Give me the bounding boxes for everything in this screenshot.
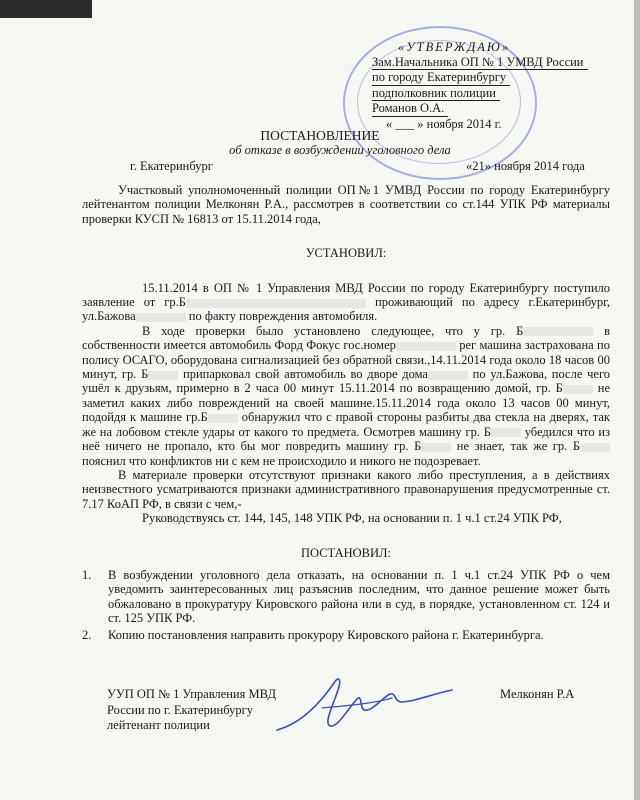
scan-edge (634, 0, 640, 800)
finding-2c: рег машина застрахована по полису ОСАГО, оборудована сигнализацией без обратной связи.,14.11.2014 года около 18 часов 00 минут, гр. Б (82, 338, 610, 382)
list-item (82, 628, 610, 642)
item-number: 2. (82, 627, 92, 642)
redacted-name (421, 443, 451, 452)
document-city: г. Екатеринбург (130, 159, 213, 173)
document-body (82, 183, 610, 560)
finding-2e: по ул.Бажова, после чего ушёл к друзьям, примерно в 2 часа 00 минут 15.11.2014 по возвращению домой, гр. Б (82, 367, 611, 396)
finding-2h: убедился что из неё ничего не пропало, кто бы мог повредить машину гр. Б (82, 424, 611, 454)
signatory-line-3: лейтенант полиции (107, 718, 210, 732)
finding-2f: не заметил каких либо повреждений на своей машине.15.11.2014 года около 13 часов 00 минут, подойдя к машине гр.Б (82, 381, 610, 425)
finding-1a: 15.11.2014 в ОП № 1 Управления МВД России по городу Екатеринбургу поступило заявление от гр.Б (82, 280, 610, 310)
document-subtitle: об отказе в возбуждении уголовного дела (229, 143, 451, 157)
resolved-heading: ПОСТАНОВИЛ: (301, 545, 391, 560)
approval-line-3: подполковник полиции (372, 86, 500, 102)
finding-2j: пояснил что конфликтов ни с кем не происходило и никого не подозревает. (82, 453, 481, 468)
finding-2b: в собственности имеется автомобиль Форд Фокус гос.номер (82, 323, 610, 353)
finding-paragraph-2 (82, 324, 610, 468)
redacted-house (428, 371, 468, 380)
finding-paragraph-4: Руководствуясь ст. 144, 145, 148 УПК РФ, на основании п. 1 ч.1 ст.24 УПК РФ, (142, 511, 562, 526)
redacted-plate (396, 342, 456, 351)
handwritten-signature (272, 668, 462, 740)
list-item (82, 568, 610, 626)
approval-header: «УТВЕРЖДАЮ» (398, 40, 511, 54)
redacted-name (491, 428, 521, 437)
redacted-name (148, 371, 178, 380)
item-text: В возбуждении уголовного дела отказать, на основании п. 1 ч.1 ст.24 УПК РФ о чем уведомить заинтересованных лиц разъяснив последним, что данное решение может быть обжаловано в прокуратуру Кировского района или в суд, в порядке, установленном ст. 124 и ст. 125 УПК РФ. (108, 568, 610, 626)
resolution-list (82, 568, 610, 644)
scan-shadow (0, 0, 92, 18)
signatory-name: Мелконян Р.А (500, 687, 575, 701)
document-title: ПОСТАНОВЛЕНИЕ (260, 128, 380, 143)
signatory-line-1: УУП ОП № 1 Управления МВД (107, 687, 276, 701)
signatory-line-2: России по г. Екатеринбургу (107, 702, 253, 717)
finding-paragraph-3: В материале проверки отсутствуют признаки какого либо преступления, а в действиях неизвестного усматриваются признаки административного правонарушения предусмотренные ст. 7.17 КоАП РФ, в связи с чем,- (82, 467, 610, 511)
approval-line-1: Зам.Начальника ОП № 1 УМВД России (372, 55, 588, 71)
finding-1b: проживающий по адресу г.Екатеринбург, ул.Бажова (82, 295, 611, 324)
redacted-name (563, 385, 593, 394)
redacted-address (136, 313, 186, 322)
established-heading: УСТАНОВИЛ: (305, 246, 387, 261)
redacted-name (186, 299, 366, 308)
item-number: 1. (82, 568, 92, 582)
document-date: «21» ноября 2014 года (466, 159, 585, 173)
approval-line-4: Романов О.А. (372, 101, 448, 117)
intro-paragraph: Участковый уполномоченный полиции ОП№1 УМВД России по городу Екатеринбургу лейтенантом полиции Мелконян Р.А., рассмотрев в соответствии со ст.144 УПК РФ материалы проверки КУСП № 16813 от 15.11.2014 года, (82, 183, 610, 226)
finding-1c: по факту повреждения автомобиля. (188, 309, 378, 324)
signatory-block (107, 687, 276, 734)
approval-date: « ___ » ноября 2014 г. (386, 116, 502, 131)
redacted-name (208, 414, 238, 423)
redacted-name (580, 443, 610, 452)
finding-2i: не знает, так же гр. Б (456, 439, 580, 454)
approval-block (372, 40, 622, 131)
finding-2d: припарковал свой автомобиль во дворе дома (183, 367, 428, 382)
approval-line-2: по городу Екатеринбургу (372, 70, 510, 86)
finding-2a: В ходе проверки было установлено следующее, что у гр. Б (142, 323, 524, 338)
redacted-name (523, 327, 593, 336)
finding-2g: обнаружил что с правой стороны разбиты два стекла на дверях, так же на лобовом стекле удары от какого то предмета. Осмотрев машину гр. Б (82, 410, 611, 439)
finding-paragraph-1 (82, 281, 610, 324)
item-text: Копию постановления направить прокурору Кировского района г. Екатеринбурга. (108, 627, 544, 642)
